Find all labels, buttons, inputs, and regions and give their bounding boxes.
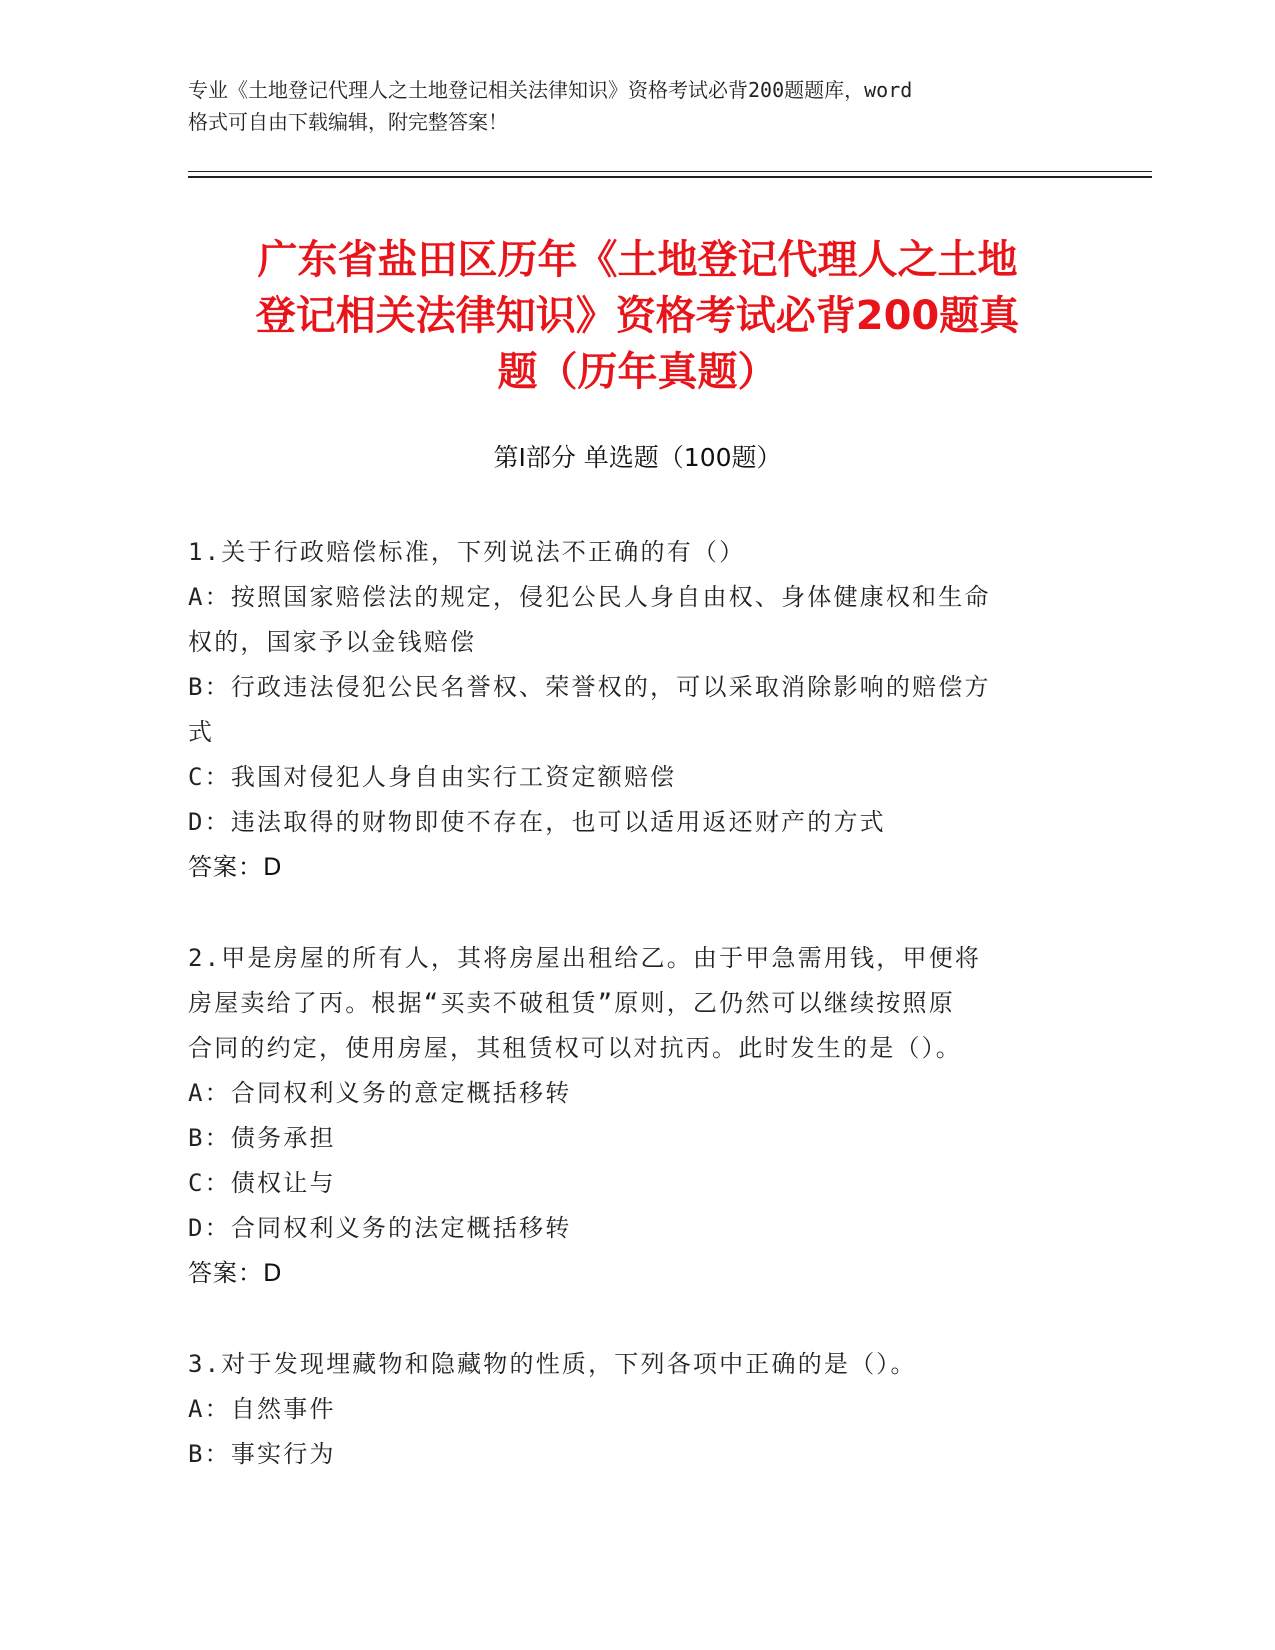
option-b-continued: 式 xyxy=(188,718,215,746)
option-a: A：自然事件 xyxy=(188,1395,336,1423)
title-line: 题（历年真题） xyxy=(497,349,778,395)
question-stem: 1.关于行政赔偿标准，下列说法不正确的有（） xyxy=(188,538,746,566)
question-stem-continued: 合同的约定，使用房屋，其租赁权可以对抗丙。此时发生的是（）。 xyxy=(188,1034,962,1062)
title-line: 登记相关法律知识》资格考试必背200题真 xyxy=(255,293,1020,339)
question-stem: 3.对于发现埋藏物和隐藏物的性质，下列各项中正确的是（）。 xyxy=(188,1350,917,1378)
question-2 xyxy=(188,936,1088,1296)
answer: 答案：D xyxy=(188,853,283,881)
question-spacer xyxy=(188,1296,1088,1342)
option-b: B：事实行为 xyxy=(188,1440,336,1468)
document-title xyxy=(150,232,1125,400)
option-a-continued: 权的，国家予以金钱赔偿 xyxy=(188,628,477,656)
header-divider-thick xyxy=(188,176,1152,178)
question-stem: 2.甲是房屋的所有人，其将房屋出租给乙。由于甲急需用钱，甲便将 xyxy=(188,944,982,972)
option-c: C：我国对侵犯人身自由实行工资定额赔偿 xyxy=(188,763,677,791)
option-c: C：债权让与 xyxy=(188,1169,336,1197)
title-line: 广东省盐田区历年《土地登记代理人之土地 xyxy=(257,237,1018,283)
option-a: A：按照国家赔偿法的规定，侵犯公民人身自由权、身体健康权和生命 xyxy=(188,583,991,611)
question-stem-continued: 房屋卖给了丙。根据“买卖不破租赁”原则，乙仍然可以继续按照原 xyxy=(188,989,955,1017)
header-note xyxy=(188,74,1088,138)
option-d: D：合同权利义务的法定概括移转 xyxy=(188,1214,572,1242)
question-3 xyxy=(188,1342,1088,1477)
question-1 xyxy=(188,530,1088,890)
option-a: A：合同权利义务的意定概括移转 xyxy=(188,1079,572,1107)
question-spacer xyxy=(188,890,1088,936)
option-b: B：行政违法侵犯公民名誉权、荣誉权的，可以采取消除影响的赔偿方 xyxy=(188,673,991,701)
option-d: D：违法取得的财物即使不存在，也可以适用返还财产的方式 xyxy=(188,808,886,836)
answer: 答案：D xyxy=(188,1259,283,1287)
section-title: 第Ⅰ部分 单选题（100题） xyxy=(493,443,782,472)
header-note-line: 格式可自由下载编辑，附完整答案！ xyxy=(188,110,508,134)
option-b: B：债务承担 xyxy=(188,1124,336,1152)
question-list xyxy=(188,530,1088,1477)
header-divider-thin xyxy=(188,171,1152,172)
header-note-line: 专业《土地登记代理人之土地登记相关法律知识》资格考试必背200题题库，word xyxy=(188,78,913,102)
